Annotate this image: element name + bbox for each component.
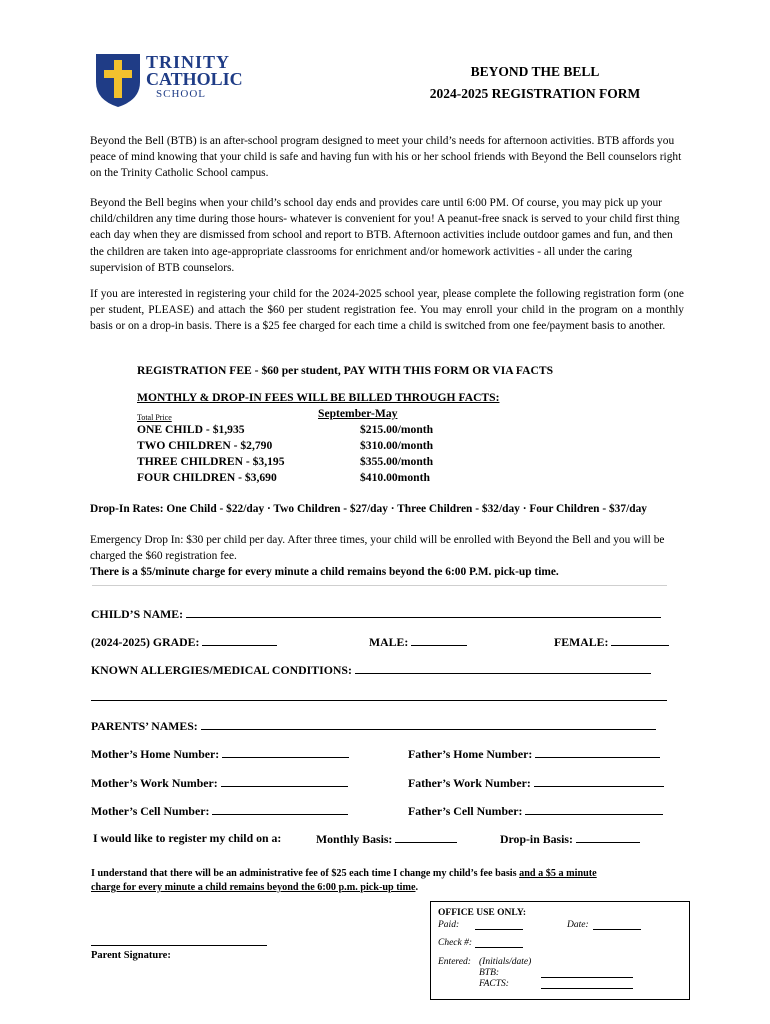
- school-logo: [94, 52, 244, 108]
- logo-line-2: CATHOLIC: [146, 69, 243, 89]
- fee-row: THREE CHILDREN - $3,195: [137, 455, 285, 468]
- dropin-rates: Drop-In Rates: One Child - $22/day · Two Children - $27/day · Three Children - $32/day · Four Children - $37/day: [90, 503, 647, 515]
- paid-label: Paid:: [438, 920, 460, 930]
- total-price-label: Total Price: [137, 413, 172, 422]
- child-name-line[interactable]: [186, 606, 661, 618]
- late-charge: There is a $5/minute charge for every minute a child remains beyond the 6:00 P.M. pick-up time.: [90, 566, 559, 578]
- admin-fee-text: I understand that there will be an administrative fee of $25 each time I change my child’s fee basis: [91, 868, 520, 879]
- father-home-field[interactable]: [408, 746, 660, 762]
- child-name-field[interactable]: [91, 606, 661, 622]
- monthly-basis-label: Monthly Basis:: [316, 832, 393, 846]
- intro-paragraph: Beyond the Bell (BTB) is an after-school program designed to meet your child’s needs for afternoon activities. BTB affords you peace of mind knowing that your child is safe and having fun with his or her school friends with Beyond the Bell counselors right on the Trinity Catholic School campus.: [90, 135, 682, 180]
- period-label: September-May: [318, 407, 398, 420]
- paid-line[interactable]: [475, 929, 523, 930]
- fee-row-monthly: $410.00month: [360, 471, 430, 484]
- btb-label: BTB:: [479, 968, 500, 978]
- mother-work-line[interactable]: [221, 775, 348, 787]
- grade-line[interactable]: [202, 634, 277, 646]
- logo-text: [146, 54, 243, 100]
- btb-line[interactable]: [541, 977, 633, 978]
- fee-row-monthly: $215.00/month: [360, 423, 434, 436]
- registration-paragraph: If you are interested in registering your child for the 2024-2025 school year, please complete the following registration form (one per student, PLEASE) and attach the $60 per student registration fee. You may enroll your child in the program on a monthly basis or on a drop-in basis. There is a $25 fee charged for each time a child is switched from one fee/payment basis to another.: [90, 288, 684, 333]
- date-label: Date:: [567, 920, 589, 930]
- form-title: BEYOND THE BELL: [470, 64, 600, 79]
- fee-row: TWO CHILDREN - $2,790: [137, 439, 273, 452]
- shield-cross-icon: [94, 52, 142, 108]
- dropin-basis-line[interactable]: [576, 831, 640, 843]
- female-label: FEMALE:: [554, 635, 609, 649]
- registration-fee: REGISTRATION FEE - $60 per student, PAY WITH THIS FORM OR VIA FACTS: [137, 364, 554, 377]
- father-home-line[interactable]: [535, 746, 660, 758]
- fee-row: FOUR CHILDREN - $3,690: [137, 471, 277, 484]
- male-label: MALE:: [369, 635, 409, 649]
- form-subtitle: 2024-2025 REGISTRATION FORM: [429, 86, 641, 101]
- mother-cell-label: Mother’s Cell Number:: [91, 804, 210, 818]
- fee-row-monthly: $310.00/month: [360, 439, 434, 452]
- check-number-label: Check #:: [438, 938, 473, 948]
- grade-field[interactable]: [91, 634, 277, 650]
- admin-fee-period: .: [415, 882, 419, 893]
- father-cell-line[interactable]: [525, 803, 663, 815]
- entered-label: Entered:: [438, 957, 471, 967]
- mother-cell-field[interactable]: [91, 803, 348, 819]
- allergies-field[interactable]: [91, 662, 651, 678]
- parents-names-field[interactable]: [91, 718, 656, 734]
- divider: [92, 585, 667, 586]
- initials-date-label: (Initials/date): [479, 957, 532, 967]
- admin-fee-statement: [91, 867, 626, 895]
- register-basis-label: I would like to register my child on a:: [93, 831, 282, 845]
- mother-work-field[interactable]: [91, 775, 348, 791]
- logo-line-3: SCHOOL: [156, 88, 207, 100]
- father-work-label: Father’s Work Number:: [408, 776, 531, 790]
- father-work-line[interactable]: [534, 775, 664, 787]
- father-work-field[interactable]: [408, 775, 664, 791]
- male-line[interactable]: [411, 634, 467, 646]
- male-field[interactable]: [369, 634, 467, 650]
- grade-label: (2024-2025) GRADE:: [91, 635, 200, 649]
- allergies-line-2[interactable]: [91, 700, 667, 701]
- mother-home-line[interactable]: [222, 746, 349, 758]
- parents-names-line[interactable]: [201, 718, 656, 730]
- parents-names-label: PARENTS’ NAMES:: [91, 719, 198, 733]
- mother-home-field[interactable]: [91, 746, 349, 762]
- child-name-label: CHILD’S NAME:: [91, 607, 184, 621]
- late-pickup-charge-text: and a $5 a minute charge for every minute a child remains beyond the 6:00 p.m. pick-up time: [91, 868, 597, 893]
- fee-row: ONE CHILD - $1,935: [137, 423, 245, 436]
- father-cell-label: Father’s Cell Number:: [408, 804, 523, 818]
- fee-row-monthly: $355.00/month: [360, 455, 434, 468]
- monthly-basis-line[interactable]: [395, 831, 457, 843]
- female-line[interactable]: [611, 634, 669, 646]
- logo-line-1: TRINITY: [146, 52, 231, 72]
- hours-paragraph: Beyond the Bell begins when your child’s school day ends and provides care until 6:00 PM. Of course, you may pick up your child/children any time during those hours- whatever is convenient for you! A peanut-free snack is served to your child first thing each day when they are dismissed from school and report to BTB. Afternoon activities include outdoor games and fun, and then the children are taken into age-appropriate classrooms for enrichment and/or homework activities - all under the caring supervision of BTB counselors.: [90, 197, 680, 274]
- father-cell-field[interactable]: [408, 803, 663, 819]
- monthly-fees-heading: MONTHLY & DROP-IN FEES WILL BE BILLED THROUGH FACTS:: [137, 391, 500, 404]
- father-home-label: Father’s Home Number:: [408, 747, 533, 761]
- mother-cell-line[interactable]: [212, 803, 348, 815]
- female-field[interactable]: [554, 634, 669, 650]
- allergies-label: KNOWN ALLERGIES/MEDICAL CONDITIONS:: [91, 663, 352, 677]
- date-line[interactable]: [593, 929, 641, 930]
- facts-line[interactable]: [541, 988, 633, 989]
- facts-label: FACTS:: [479, 979, 509, 989]
- monthly-basis-field[interactable]: [316, 831, 457, 847]
- parent-signature-line[interactable]: [91, 945, 267, 946]
- dropin-basis-field[interactable]: [500, 831, 640, 847]
- parent-signature-label: Parent Signature:: [91, 950, 171, 961]
- emergency-dropin: Emergency Drop In: $30 per child per day. After three times, your child will be enrolled with Beyond the Bell and you will be charged the $60 registration fee.: [90, 534, 665, 563]
- check-number-line[interactable]: [475, 947, 523, 948]
- mother-home-label: Mother’s Home Number:: [91, 747, 220, 761]
- office-use-box: [430, 901, 690, 1000]
- mother-work-label: Mother’s Work Number:: [91, 776, 218, 790]
- dropin-basis-label: Drop-in Basis:: [500, 832, 573, 846]
- office-use-heading: OFFICE USE ONLY:: [438, 908, 526, 918]
- allergies-line[interactable]: [355, 662, 651, 674]
